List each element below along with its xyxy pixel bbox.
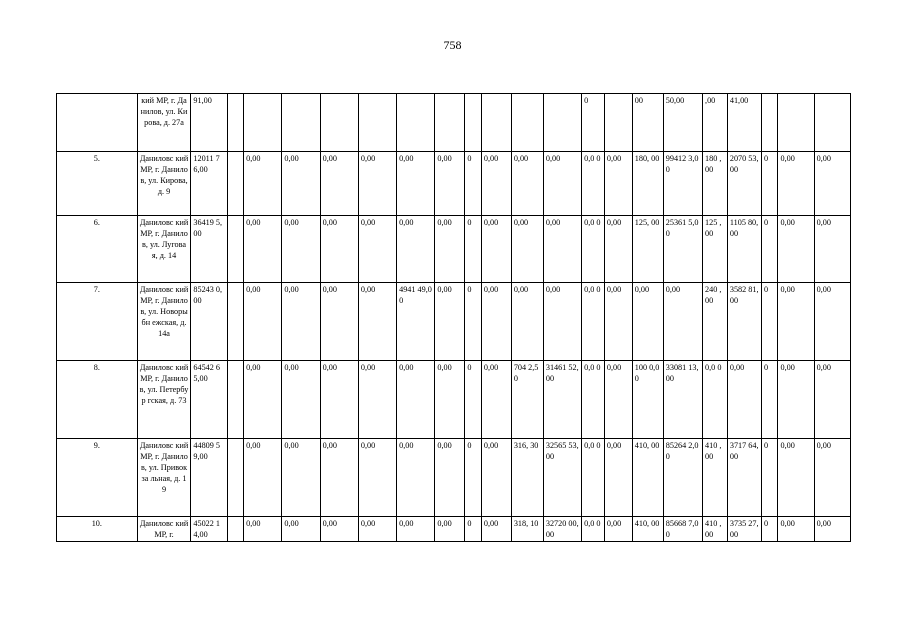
value-cell (465, 94, 482, 152)
data-table (56, 93, 851, 542)
value-cell: 0,00 (435, 517, 465, 542)
value-cell: 100 0,00 (632, 361, 663, 439)
value-cell: 0,0 0 (582, 152, 605, 216)
value-cell: 0,0 0 (582, 517, 605, 542)
table-row (57, 94, 851, 152)
value-cell: 25361 5,00 (663, 216, 702, 283)
value-cell: 0,00 (358, 517, 396, 542)
value-cell: 0,00 (481, 152, 511, 216)
address-cell: Даниловс кий МР, г. (137, 517, 191, 542)
address-cell: Даниловс кий МР, г. Данилов, ул. Привокза льная, д. 19 (137, 439, 191, 517)
value-cell (227, 361, 244, 439)
value-cell: 0,00 (320, 439, 358, 517)
table-row (57, 216, 851, 283)
address-cell: Даниловс кий МР, г. Данилов, ул. Новорыбн ежская, д. 14а (137, 283, 191, 361)
value-cell: 3735 27,00 (727, 517, 761, 542)
address-cell: Даниловс кий МР, г. Данилов, ул. Кирова, д. 9 (137, 152, 191, 216)
value-cell (227, 439, 244, 517)
value-cell: 0 (761, 216, 778, 283)
value-cell (397, 94, 435, 152)
value-cell: 0 (465, 439, 482, 517)
value-cell: 0,00 (727, 361, 761, 439)
value-cell (227, 94, 244, 152)
value-cell: ,00 (703, 94, 728, 152)
value-cell: 99412 3,00 (663, 152, 702, 216)
value-cell: 0,0 0 (582, 216, 605, 283)
value-cell (227, 517, 244, 542)
value-cell: 0,00 (435, 439, 465, 517)
value-cell: 0,0 0 (582, 283, 605, 361)
value-cell: 31461 52,00 (543, 361, 581, 439)
value-cell: 0,00 (358, 152, 396, 216)
value-cell: 32720 00,00 (543, 517, 581, 542)
value-cell (320, 94, 358, 152)
value-cell: 36419 5,00 (191, 216, 227, 283)
value-cell: 0,0 0 (582, 439, 605, 517)
value-cell: 0,00 (632, 283, 663, 361)
value-cell: 125, 00 (632, 216, 663, 283)
value-cell: 0 (761, 283, 778, 361)
value-cell: 0,00 (397, 361, 435, 439)
value-cell: 12011 76,00 (191, 152, 227, 216)
value-cell (227, 216, 244, 283)
value-cell: 0,00 (778, 152, 814, 216)
value-cell (481, 94, 511, 152)
value-cell (778, 94, 814, 152)
value-cell: 125 ,00 (703, 216, 728, 283)
value-cell: 0,00 (244, 361, 282, 439)
value-cell: 0 (761, 439, 778, 517)
value-cell: 240 ,00 (703, 283, 728, 361)
value-cell: 0,00 (244, 283, 282, 361)
value-cell: 0,00 (481, 439, 511, 517)
value-cell: 0,00 (397, 216, 435, 283)
value-cell: 0,00 (511, 216, 543, 283)
address-cell: кий МР, г. Данилов, ул. Кирова, д. 27а (137, 94, 191, 152)
value-cell (604, 94, 632, 152)
value-cell: 0 (465, 216, 482, 283)
value-cell: 0,00 (320, 216, 358, 283)
value-cell: 0,00 (282, 361, 320, 439)
value-cell: 00 (632, 94, 663, 152)
value-cell: 3582 81,00 (727, 283, 761, 361)
value-cell: 0,00 (435, 361, 465, 439)
value-cell: 410, 00 (632, 517, 663, 542)
value-cell: 0 (465, 152, 482, 216)
row-number: 7. (57, 283, 138, 361)
value-cell: 2070 53,00 (727, 152, 761, 216)
value-cell: 410, 00 (632, 439, 663, 517)
row-number (57, 94, 138, 152)
value-cell: 0,00 (481, 216, 511, 283)
value-cell: 0,00 (358, 283, 396, 361)
value-cell: 0 (465, 517, 482, 542)
value-cell: 0,00 (481, 283, 511, 361)
value-cell: 0,00 (244, 152, 282, 216)
value-cell: 0,00 (778, 517, 814, 542)
table-row (57, 517, 851, 542)
value-cell: 0,00 (543, 152, 581, 216)
value-cell: 0,00 (814, 283, 850, 361)
value-cell: 0,00 (604, 283, 632, 361)
row-number: 10. (57, 517, 138, 542)
value-cell: 0,00 (282, 517, 320, 542)
value-cell: 0,00 (320, 283, 358, 361)
value-cell: 0 (465, 283, 482, 361)
value-cell: 410 ,00 (703, 517, 728, 542)
value-cell: 3717 64,00 (727, 439, 761, 517)
table-row (57, 439, 851, 517)
value-cell: 85668 7,00 (663, 517, 702, 542)
value-cell: 0,00 (663, 283, 702, 361)
value-cell: 0,00 (435, 152, 465, 216)
value-cell: 4941 49,00 (397, 283, 435, 361)
value-cell: 33081 13,00 (663, 361, 702, 439)
table-row (57, 152, 851, 216)
value-cell (761, 94, 778, 152)
value-cell: 32565 53,00 (543, 439, 581, 517)
value-cell: 0,00 (397, 439, 435, 517)
value-cell (358, 94, 396, 152)
value-cell: 0,00 (358, 439, 396, 517)
value-cell: 410 ,00 (703, 439, 728, 517)
row-number: 8. (57, 361, 138, 439)
value-cell (435, 94, 465, 152)
value-cell: 0,00 (604, 152, 632, 216)
value-cell: 0,00 (778, 216, 814, 283)
value-cell: 0,00 (604, 361, 632, 439)
value-cell: 0,00 (481, 517, 511, 542)
value-cell: 0,00 (282, 439, 320, 517)
value-cell: 0 (761, 152, 778, 216)
value-cell: 0,00 (320, 361, 358, 439)
value-cell (282, 94, 320, 152)
value-cell: 180, 00 (632, 152, 663, 216)
value-cell (227, 283, 244, 361)
value-cell: 0,00 (604, 517, 632, 542)
value-cell: 316, 30 (511, 439, 543, 517)
value-cell (543, 94, 581, 152)
value-cell: 0,00 (778, 283, 814, 361)
value-cell: 0,00 (604, 216, 632, 283)
value-cell (814, 94, 850, 152)
value-cell: 0,00 (244, 517, 282, 542)
value-cell: 0,0 0 (582, 361, 605, 439)
row-number: 5. (57, 152, 138, 216)
table-row (57, 283, 851, 361)
value-cell: 41,00 (727, 94, 761, 152)
value-cell: 0,00 (358, 216, 396, 283)
value-cell: 0,00 (282, 216, 320, 283)
value-cell (511, 94, 543, 152)
value-cell: 0,00 (358, 361, 396, 439)
value-cell: 0,00 (244, 216, 282, 283)
value-cell: 45022 14,00 (191, 517, 227, 542)
value-cell: 85243 0,00 (191, 283, 227, 361)
value-cell: 0,00 (778, 439, 814, 517)
value-cell: 0,00 (543, 283, 581, 361)
value-cell (244, 94, 282, 152)
value-cell: 0 (582, 94, 605, 152)
value-cell: 0,00 (604, 439, 632, 517)
value-cell: 50,00 (663, 94, 702, 152)
value-cell: 704 2,50 (511, 361, 543, 439)
value-cell: 91,00 (191, 94, 227, 152)
value-cell: 0,00 (320, 517, 358, 542)
value-cell: 0,00 (814, 517, 850, 542)
value-cell: 0,0 0 (703, 361, 728, 439)
row-number: 9. (57, 439, 138, 517)
value-cell: 0,00 (814, 152, 850, 216)
value-cell: 0,00 (814, 216, 850, 283)
value-cell: 0,00 (244, 439, 282, 517)
value-cell: 0,00 (778, 361, 814, 439)
value-cell: 318, 10 (511, 517, 543, 542)
row-number: 6. (57, 216, 138, 283)
value-cell: 0 (761, 517, 778, 542)
value-cell: 64542 65,00 (191, 361, 227, 439)
value-cell: 0,00 (543, 216, 581, 283)
value-cell (227, 152, 244, 216)
value-cell: 180 ,00 (703, 152, 728, 216)
value-cell: 0,00 (511, 283, 543, 361)
value-cell: 0,00 (320, 152, 358, 216)
value-cell: 44809 59,00 (191, 439, 227, 517)
value-cell: 0,00 (435, 283, 465, 361)
value-cell: 0,00 (397, 152, 435, 216)
value-cell: 0,00 (511, 152, 543, 216)
value-cell: 0,00 (435, 216, 465, 283)
value-cell: 1105 80,00 (727, 216, 761, 283)
address-cell: Даниловс кий МР, г. Данилов, ул. Петербур гская, д. 73 (137, 361, 191, 439)
value-cell: 85264 2,00 (663, 439, 702, 517)
value-cell: 0,00 (814, 361, 850, 439)
value-cell: 0 (761, 361, 778, 439)
value-cell: 0,00 (282, 283, 320, 361)
value-cell: 0,00 (814, 439, 850, 517)
table-row (57, 361, 851, 439)
value-cell: 0,00 (481, 361, 511, 439)
page-number: 758 (443, 38, 462, 52)
address-cell: Даниловс кий МР, г. Данилов, ул. Луговая, д. 14 (137, 216, 191, 283)
value-cell: 0,00 (282, 152, 320, 216)
value-cell: 0,00 (397, 517, 435, 542)
value-cell: 0 (465, 361, 482, 439)
